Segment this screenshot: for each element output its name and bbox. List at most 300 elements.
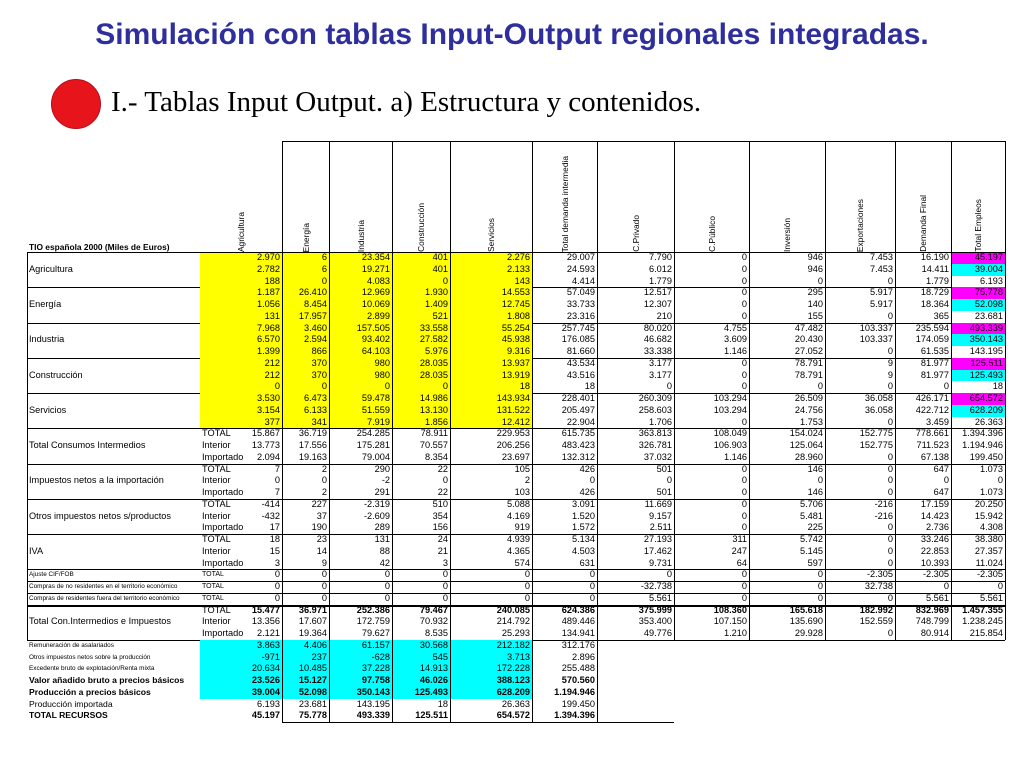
table-cell: 9 bbox=[321, 557, 327, 568]
io-table bbox=[27, 141, 1005, 729]
table-cell: 0 bbox=[887, 416, 893, 427]
table-cell: 78.911 bbox=[420, 428, 448, 439]
table-cell: 0 bbox=[392, 276, 450, 288]
table-cell: 155 bbox=[807, 310, 823, 321]
table-cell: 23.697 bbox=[501, 451, 530, 462]
table-cell: 1.779 bbox=[649, 275, 672, 286]
table-cell: 1.394.396 bbox=[554, 710, 595, 721]
table-cell: 350.143 bbox=[329, 687, 392, 699]
table-cell: 12.517 bbox=[643, 287, 672, 298]
table-cell: 2.896 bbox=[572, 651, 595, 662]
table-cell: -2.609 bbox=[363, 510, 390, 521]
row-group-label: Energía bbox=[29, 299, 62, 309]
table-cell: 152.559 bbox=[859, 616, 893, 627]
table-cell: 0 bbox=[817, 381, 823, 392]
table-cell: 237 bbox=[282, 652, 329, 664]
row-group-label: Impuestos netos a la importación bbox=[29, 475, 164, 486]
table-cell: 597 bbox=[807, 557, 823, 568]
table-cell: 172.759 bbox=[356, 616, 390, 627]
table-cell: 107.150 bbox=[713, 616, 747, 627]
table-cell: 154.024 bbox=[789, 428, 823, 439]
table-cell: -2.305 bbox=[866, 569, 893, 580]
table-cell: 16.190 bbox=[920, 252, 949, 262]
table-cell: 0 bbox=[274, 581, 280, 591]
table-cell: 61.535 bbox=[920, 346, 949, 356]
table-cell: 14 bbox=[316, 545, 327, 556]
table-cell: 365 bbox=[933, 310, 949, 321]
table-cell: 45.197 bbox=[951, 252, 1005, 264]
table-cell: 483.423 bbox=[561, 440, 595, 450]
table-cell: 0 bbox=[442, 581, 448, 591]
table-cell: 312.176 bbox=[561, 639, 595, 650]
table-cell: 131.522 bbox=[450, 405, 532, 417]
table-cell: 24 bbox=[437, 534, 448, 544]
table-cell: 3 bbox=[442, 557, 448, 568]
table-cell: 0 bbox=[817, 275, 823, 286]
table-cell: 5.134 bbox=[572, 534, 595, 544]
table-cell: 25.293 bbox=[501, 628, 530, 638]
table-cell: 3.530 bbox=[200, 393, 282, 405]
column-header-label: Total demanda intermedia bbox=[559, 155, 570, 252]
table-cell: 2.133 bbox=[450, 264, 532, 276]
table-cell: 152.775 bbox=[859, 440, 893, 450]
table-cell: 59.478 bbox=[329, 393, 392, 405]
row-subtype: Interior bbox=[202, 616, 231, 627]
table-cell: 326.781 bbox=[638, 440, 672, 450]
table-cell: 103.337 bbox=[859, 322, 893, 333]
column-divider bbox=[329, 141, 330, 722]
table-cell: 199.450 bbox=[561, 698, 595, 709]
table-cell: 919 bbox=[514, 522, 530, 533]
table-cell: 0 bbox=[741, 581, 747, 591]
table-cell: 23.526 bbox=[200, 675, 282, 687]
row-subtype: Importado bbox=[202, 487, 244, 497]
table-cell: 131 bbox=[200, 311, 282, 323]
table-cell: 1.808 bbox=[450, 311, 532, 323]
table-cell: 0 bbox=[442, 569, 448, 580]
table-cell: 27.357 bbox=[974, 545, 1003, 556]
table-cell: 0 bbox=[741, 463, 747, 474]
table-cell: 0 bbox=[589, 592, 595, 603]
table-cell: 13.919 bbox=[450, 370, 532, 382]
table-cell: 0 bbox=[887, 310, 893, 321]
column-header-label: Construcción bbox=[416, 203, 426, 252]
table-cell: 188 bbox=[200, 276, 282, 288]
column-divider bbox=[392, 141, 393, 722]
table-cell: 0 bbox=[817, 475, 823, 486]
table-cell: 3.713 bbox=[450, 652, 532, 664]
table-cell: 0 bbox=[741, 275, 747, 286]
table-cell: 52.098 bbox=[282, 687, 329, 699]
table-cell: -432 bbox=[261, 510, 280, 521]
row-subtype: TOTAL bbox=[202, 463, 231, 474]
table-cell: 17.462 bbox=[643, 545, 672, 556]
table-cell: 199.450 bbox=[969, 451, 1003, 462]
table-cell: 1.194.946 bbox=[554, 686, 595, 697]
table-cell: 0 bbox=[274, 592, 280, 603]
table-cell: 47.482 bbox=[794, 322, 823, 333]
table-cell: 9.157 bbox=[649, 510, 672, 521]
table-cell: 354 bbox=[432, 510, 448, 521]
row-group-label: Total Con.Intermedios e Impuestos bbox=[29, 616, 171, 627]
table-cell: 3.177 bbox=[649, 369, 672, 380]
row-subtype: Interior bbox=[202, 440, 231, 450]
table-cell: 174.059 bbox=[915, 334, 949, 345]
table-cell: 17.159 bbox=[920, 498, 949, 509]
table-cell: 17 bbox=[269, 522, 280, 533]
table-cell: 252.386 bbox=[356, 604, 390, 615]
table-cell: 4.755 bbox=[724, 322, 747, 333]
table-cell: 36.058 bbox=[864, 404, 893, 415]
table-cell: 5.561 bbox=[926, 592, 949, 603]
row-subtype: Interior bbox=[202, 510, 231, 521]
table-cell: 80.914 bbox=[920, 628, 949, 638]
row-subtype: TOTAL bbox=[202, 594, 224, 602]
table-cell: 711.523 bbox=[916, 440, 949, 450]
table-cell: 574 bbox=[514, 557, 530, 568]
table-cell: 51.559 bbox=[329, 405, 392, 417]
table-cell: -2 bbox=[381, 475, 390, 486]
table-cell: 19.271 bbox=[329, 264, 392, 276]
table-cell: 17.957 bbox=[282, 311, 329, 323]
table-cell: 143.934 bbox=[450, 393, 532, 405]
table-cell: 156 bbox=[432, 522, 448, 533]
table-label: TIO española 2000 (Miles de Euros) bbox=[29, 242, 170, 252]
table-cell: -32.738 bbox=[640, 581, 672, 591]
table-cell: 45.938 bbox=[450, 334, 532, 346]
table-cell: 6 bbox=[282, 264, 329, 276]
page-title: Simulación con tablas Input-Output regionales integradas. bbox=[95, 18, 929, 51]
table-cell: 108.049 bbox=[713, 428, 747, 439]
table-cell: 5.742 bbox=[800, 534, 823, 544]
table-cell: 36.971 bbox=[298, 604, 327, 615]
table-cell: 2.736 bbox=[926, 522, 949, 533]
table-cell: 7.790 bbox=[649, 252, 672, 262]
table-cell: 6.193 bbox=[980, 275, 1003, 286]
table-cell: 134.941 bbox=[561, 628, 595, 638]
table-cell: 75.778 bbox=[298, 710, 327, 721]
table-cell: 247 bbox=[731, 545, 747, 556]
table-cell: 0 bbox=[524, 592, 530, 603]
table-cell: 78.791 bbox=[794, 357, 823, 368]
table-cell: 2.594 bbox=[282, 334, 329, 346]
table-cell: 1.194.946 bbox=[962, 440, 1003, 450]
table-cell: 377 bbox=[200, 417, 282, 429]
table-cell: 0 bbox=[741, 498, 747, 509]
column-header bbox=[749, 141, 825, 252]
table-cell: -216 bbox=[874, 498, 893, 509]
row-subtype: Importado bbox=[202, 522, 244, 533]
row-group-label: Compras de residentes fuera del territorio económico bbox=[29, 594, 180, 602]
table-cell: 12.412 bbox=[450, 417, 532, 429]
table-cell: 14.913 bbox=[392, 663, 450, 675]
table-cell: 6.473 bbox=[282, 393, 329, 405]
table-cell: 75.778 bbox=[951, 287, 1005, 299]
table-cell: 254.285 bbox=[356, 428, 390, 439]
table-cell: 426 bbox=[579, 463, 595, 474]
table-cell: 5.706 bbox=[800, 498, 823, 509]
table-cell: 15.127 bbox=[282, 675, 329, 687]
table-cell: 13.130 bbox=[392, 405, 450, 417]
table-cell: 108.360 bbox=[713, 604, 747, 615]
table-cell: 0 bbox=[392, 381, 450, 393]
table-cell: 3.609 bbox=[724, 334, 747, 345]
table-cell: 401 bbox=[392, 252, 450, 264]
bottom-rule bbox=[282, 722, 674, 723]
table-cell: 980 bbox=[329, 370, 392, 382]
table-cell: 0 bbox=[741, 287, 747, 298]
table-cell: 240.085 bbox=[496, 604, 530, 615]
bullet-circle bbox=[51, 79, 101, 129]
table-cell: 235.594 bbox=[915, 322, 949, 333]
table-cell: 70.557 bbox=[419, 440, 448, 450]
table-cell: 225 bbox=[807, 522, 823, 533]
table-cell: 1.394.396 bbox=[962, 428, 1003, 439]
table-cell: 946 bbox=[807, 252, 823, 262]
column-header bbox=[200, 141, 282, 252]
row-subtype: TOTAL bbox=[202, 428, 231, 439]
table-cell: 0 bbox=[384, 569, 390, 580]
table-cell: 654.572 bbox=[951, 393, 1005, 405]
column-header-label: C.Público bbox=[706, 216, 717, 252]
table-cell: 0 bbox=[384, 592, 390, 603]
table-cell: 140 bbox=[807, 299, 823, 309]
table-cell: 501 bbox=[656, 487, 672, 497]
table-cell: 7 bbox=[274, 463, 280, 474]
table-cell: 45.197 bbox=[251, 710, 280, 721]
table-cell: 401 bbox=[392, 264, 450, 276]
column-header bbox=[282, 141, 329, 252]
table-cell: 27.582 bbox=[392, 334, 450, 346]
table-cell: 214.792 bbox=[496, 616, 530, 627]
table-cell: 27.052 bbox=[794, 346, 823, 356]
table-cell: 4.308 bbox=[980, 522, 1003, 533]
table-cell: 18 bbox=[269, 534, 280, 544]
table-cell: 0 bbox=[741, 475, 747, 486]
table-cell: 3.460 bbox=[282, 323, 329, 335]
table-cell: 748.799 bbox=[915, 616, 949, 627]
table-cell: 18 bbox=[992, 381, 1003, 392]
table-cell: 212.182 bbox=[450, 640, 532, 652]
table-cell: 190 bbox=[311, 522, 327, 533]
column-header bbox=[674, 141, 749, 252]
table-cell: 0 bbox=[274, 569, 280, 580]
table-cell: 132.312 bbox=[561, 451, 595, 462]
table-cell: 152.775 bbox=[859, 428, 893, 439]
table-cell: 7.919 bbox=[329, 417, 392, 429]
column-divider bbox=[825, 141, 826, 640]
table-cell: 79.467 bbox=[419, 604, 448, 615]
table-cell: 1.073 bbox=[980, 487, 1003, 497]
row-subtype: Importado bbox=[202, 628, 244, 638]
table-cell: 0 bbox=[887, 463, 893, 474]
table-cell: 521 bbox=[392, 311, 450, 323]
table-cell: 81.660 bbox=[566, 346, 595, 356]
table-cell: 23.681 bbox=[974, 310, 1003, 321]
table-cell: 1.146 bbox=[724, 346, 747, 356]
table-cell: 980 bbox=[329, 358, 392, 370]
table-cell: 370 bbox=[282, 358, 329, 370]
value-added-label: Producción a precios básicos bbox=[29, 686, 151, 697]
table-cell: 295 bbox=[807, 287, 823, 298]
column-divider bbox=[674, 141, 675, 640]
column-header-label: Total Empleos bbox=[973, 199, 983, 252]
table-cell: 2.094 bbox=[257, 451, 280, 462]
table-cell: 1.856 bbox=[392, 417, 450, 429]
row-subtype: TOTAL bbox=[202, 604, 231, 615]
table-cell: 28.035 bbox=[392, 370, 450, 382]
table-cell: 1.146 bbox=[724, 451, 747, 462]
table-cell: 78.791 bbox=[794, 369, 823, 380]
table-cell: 81.977 bbox=[920, 357, 949, 368]
table-cell: 227 bbox=[311, 498, 327, 509]
table-cell: 36.719 bbox=[298, 428, 327, 439]
table-cell: 37 bbox=[316, 510, 327, 521]
table-cell: 105 bbox=[514, 463, 530, 474]
table-cell: 8.454 bbox=[282, 299, 329, 311]
table-cell: 42 bbox=[379, 557, 390, 568]
table-cell: 631 bbox=[579, 557, 595, 568]
table-cell: 29.007 bbox=[566, 252, 595, 262]
table-cell: 18.729 bbox=[920, 287, 949, 298]
table-cell: 647 bbox=[933, 487, 949, 497]
table-cell: 6.570 bbox=[200, 334, 282, 346]
table-cell: 24.756 bbox=[794, 404, 823, 415]
table-cell: 0 bbox=[274, 475, 280, 486]
table-cell: 493.339 bbox=[356, 710, 390, 721]
value-added-label: Producción importada bbox=[29, 698, 113, 709]
table-cell: 0 bbox=[997, 475, 1003, 486]
table-cell: 255.488 bbox=[561, 663, 595, 674]
table-cell: 7 bbox=[274, 487, 280, 497]
table-cell: 43.534 bbox=[566, 357, 595, 368]
row-group-label: IVA bbox=[29, 545, 44, 556]
table-cell: 946 bbox=[807, 263, 823, 274]
table-cell: 0 bbox=[741, 381, 747, 392]
table-cell: 3.177 bbox=[649, 357, 672, 368]
table-cell: 131 bbox=[374, 534, 390, 544]
table-cell: 15.477 bbox=[251, 604, 280, 615]
table-cell: 1.520 bbox=[572, 510, 595, 521]
table-cell: 0 bbox=[321, 592, 327, 603]
table-cell: 12.307 bbox=[643, 299, 672, 309]
column-header bbox=[895, 141, 951, 252]
table-cell: 9.731 bbox=[649, 557, 672, 568]
table-cell: 5.917 bbox=[870, 299, 893, 309]
table-cell: 363.813 bbox=[638, 428, 672, 439]
table-cell: 19.163 bbox=[298, 451, 327, 462]
table-cell: 3 bbox=[274, 557, 280, 568]
table-cell: 1.457.355 bbox=[962, 604, 1003, 615]
table-cell: 61.157 bbox=[329, 640, 392, 652]
table-cell: 23.681 bbox=[298, 698, 327, 709]
table-cell: 165.618 bbox=[789, 604, 823, 615]
table-cell: 8.535 bbox=[425, 628, 448, 638]
table-cell: 15.942 bbox=[974, 510, 1003, 521]
table-cell: 23 bbox=[316, 534, 327, 544]
table-cell: 260.309 bbox=[638, 393, 672, 403]
table-cell: 0 bbox=[887, 522, 893, 533]
table-cell: 1.706 bbox=[649, 416, 672, 427]
table-cell: 422.712 bbox=[915, 404, 949, 415]
column-header-label: Energía bbox=[300, 222, 311, 252]
table-cell: 22.853 bbox=[920, 545, 949, 556]
table-cell: -2.305 bbox=[976, 569, 1003, 580]
table-cell: 28.960 bbox=[794, 451, 823, 462]
table-cell: 0 bbox=[741, 416, 747, 427]
table-cell: 0 bbox=[741, 522, 747, 533]
table-cell: 1.073 bbox=[980, 463, 1003, 474]
table-cell: 4.083 bbox=[329, 276, 392, 288]
table-cell: 29.928 bbox=[794, 628, 823, 638]
column-header bbox=[392, 141, 450, 252]
table-cell: 0 bbox=[887, 628, 893, 638]
table-cell: 489.446 bbox=[561, 616, 595, 627]
table-cell: 14.553 bbox=[450, 287, 532, 299]
table-cell: 5.088 bbox=[507, 498, 530, 509]
table-cell: 7.453 bbox=[870, 263, 893, 274]
table-cell: 135.690 bbox=[789, 616, 823, 627]
table-cell: 17.556 bbox=[298, 440, 327, 450]
table-cell: -2.305 bbox=[922, 569, 949, 580]
table-cell: 1.238.245 bbox=[962, 616, 1003, 627]
table-cell: 628.209 bbox=[951, 405, 1005, 417]
row-subtype: TOTAL bbox=[202, 571, 224, 579]
row-subtype: TOTAL bbox=[202, 583, 224, 590]
table-cell: 0 bbox=[282, 381, 329, 393]
row-subtype: Interior bbox=[202, 475, 231, 486]
table-cell: 647 bbox=[933, 463, 949, 474]
table-cell: 0 bbox=[321, 569, 327, 580]
table-cell: 23.316 bbox=[566, 310, 595, 321]
column-divider bbox=[597, 141, 598, 722]
column-header-label: Exportaciones bbox=[855, 198, 865, 252]
table-cell: 2.899 bbox=[329, 311, 392, 323]
table-cell: 6.133 bbox=[282, 405, 329, 417]
table-cell: 0 bbox=[887, 545, 893, 556]
table-cell: 26.509 bbox=[794, 393, 823, 403]
row-group-label: Servicios bbox=[29, 404, 67, 415]
table-cell: 0 bbox=[666, 569, 672, 580]
table-cell: 0 bbox=[741, 357, 747, 368]
table-cell: 52.098 bbox=[951, 299, 1005, 311]
table-cell: 11.024 bbox=[975, 557, 1003, 568]
table-cell: 37.228 bbox=[329, 663, 392, 675]
table-cell: 0 bbox=[817, 592, 823, 603]
table-cell: 0 bbox=[943, 475, 949, 486]
table-cell: 501 bbox=[656, 463, 672, 474]
table-cell: 832.969 bbox=[915, 604, 949, 615]
column-divider bbox=[749, 141, 750, 640]
table-cell: 7.453 bbox=[870, 252, 893, 262]
table-cell: 210 bbox=[656, 310, 672, 321]
table-cell: 0 bbox=[384, 581, 390, 591]
table-cell: 0 bbox=[589, 581, 595, 591]
table-cell: 17.607 bbox=[298, 616, 327, 627]
table-cell: 14.411 bbox=[921, 263, 949, 274]
section-subtitle: I.- Tablas Input Output. a) Estructura y contenidos. bbox=[111, 86, 702, 118]
table-cell: 311 bbox=[732, 534, 747, 544]
table-cell: 2 bbox=[321, 463, 327, 474]
table-cell: 1.399 bbox=[200, 346, 282, 358]
table-cell: 257.745 bbox=[561, 322, 595, 333]
table-cell: 628.209 bbox=[450, 687, 532, 699]
table-cell: 176.085 bbox=[561, 334, 595, 345]
table-cell: 0 bbox=[666, 475, 672, 486]
table-cell: -2.319 bbox=[363, 498, 390, 509]
table-cell: 2.511 bbox=[649, 522, 672, 533]
table-cell: 0 bbox=[741, 487, 747, 497]
